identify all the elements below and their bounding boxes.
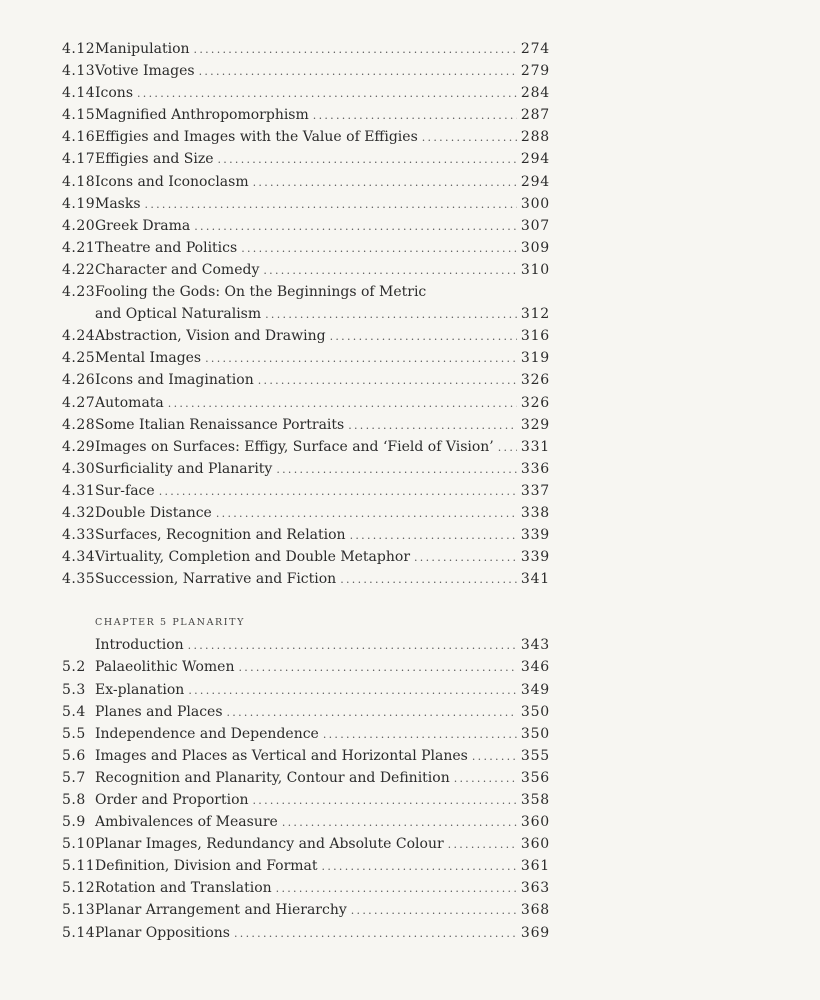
entry-title: Double Distance xyxy=(95,504,212,521)
entry-title: Images on Surfaces: Effigy, Surface and ‘Field of Vision’ xyxy=(95,438,494,455)
entry-page-number: 294 xyxy=(520,173,550,190)
entry-number: 5.5 xyxy=(62,725,86,742)
entry-title: Sur-face xyxy=(95,482,155,499)
entry-number: 5.8 xyxy=(62,792,86,808)
dot-leader xyxy=(239,657,517,679)
entry-title: Icons and Iconoclasm xyxy=(95,173,249,190)
entry-title: Votive Images xyxy=(95,63,195,80)
toc-entry xyxy=(62,60,550,82)
dot-leader xyxy=(265,304,517,326)
entry-number: 5.4 xyxy=(62,703,86,720)
toc-entry xyxy=(62,126,550,148)
entry-title: Fooling the Gods: On the Beginnings of Metric xyxy=(95,284,427,301)
entry-number: 4.30 xyxy=(62,460,96,477)
entry-title: Palaeolithic Women xyxy=(95,659,235,676)
entry-number: 4.20 xyxy=(62,217,96,234)
entry-number: 4.19 xyxy=(62,195,96,212)
toc-entry xyxy=(62,524,550,546)
entry-number: 4.22 xyxy=(62,261,96,278)
chapter-5-heading: CHAPTER 5 PLANARITY xyxy=(95,617,245,629)
toc-entry xyxy=(62,767,550,789)
dot-leader xyxy=(159,481,517,503)
entry-page-number: 360 xyxy=(520,814,550,831)
entry-number: 5.6 xyxy=(62,747,86,764)
entry-title: Definition, Division and Format xyxy=(95,858,318,875)
dot-leader xyxy=(313,105,517,127)
toc-entry xyxy=(62,148,550,170)
entry-title: Theatre and Politics xyxy=(95,239,238,256)
entry-number: 4.18 xyxy=(62,173,96,190)
toc-entry xyxy=(62,546,550,568)
entry-page-number: 307 xyxy=(520,217,550,234)
toc-entry xyxy=(62,82,550,104)
dot-leader xyxy=(263,260,517,282)
dot-leader xyxy=(227,702,517,724)
entry-number: 5.9 xyxy=(62,814,86,831)
entry-page-number: 339 xyxy=(520,549,550,566)
entry-number: 4.29 xyxy=(62,438,96,455)
toc-entry xyxy=(62,458,550,480)
toc-entry xyxy=(62,104,550,126)
entry-number: 4.13 xyxy=(62,63,96,80)
toc-entry xyxy=(62,369,550,391)
dot-leader xyxy=(422,127,517,149)
entry-title: Icons and Imagination xyxy=(95,372,254,389)
dot-leader xyxy=(276,878,517,900)
entry-page-number: 279 xyxy=(520,63,550,80)
entry-number: 4.28 xyxy=(62,416,96,433)
entry-page-number: 350 xyxy=(520,703,550,720)
dot-leader xyxy=(348,415,517,437)
entry-page-number: 350 xyxy=(520,725,550,742)
entry-page-number: 337 xyxy=(520,482,550,499)
entry-title: Rotation and Translation xyxy=(95,880,272,897)
dot-leader xyxy=(322,856,517,878)
dot-leader xyxy=(253,172,517,194)
entry-number: 4.35 xyxy=(62,571,96,588)
toc-entry xyxy=(62,259,550,281)
entry-title: Introduction xyxy=(95,637,184,654)
dot-leader xyxy=(188,635,517,657)
entry-page-number: 336 xyxy=(520,460,550,477)
dot-leader xyxy=(323,724,517,746)
section-4-entries xyxy=(62,38,550,590)
dot-leader xyxy=(330,326,517,348)
toc-entry xyxy=(62,877,550,899)
section-gap xyxy=(62,590,550,612)
entry-number: 5.7 xyxy=(62,769,86,786)
entry-number: 5.2 xyxy=(62,659,86,676)
dot-leader xyxy=(216,503,517,525)
entry-number: 4.34 xyxy=(62,549,96,566)
dot-leader xyxy=(282,812,517,834)
dot-leader xyxy=(472,746,517,768)
entry-page-number: 369 xyxy=(520,924,550,941)
toc-entry xyxy=(62,745,550,767)
toc-entry xyxy=(62,568,550,590)
toc-entry xyxy=(62,922,550,944)
dot-leader xyxy=(234,923,517,945)
entry-page-number: 343 xyxy=(520,637,550,654)
dot-leader xyxy=(205,348,517,370)
entry-title: Masks xyxy=(95,195,141,212)
entry-number: 4.16 xyxy=(62,129,96,146)
entry-page-number: 319 xyxy=(520,350,550,367)
dot-leader xyxy=(276,459,517,481)
toc-entry xyxy=(62,855,550,877)
entry-title: Effigies and Images with the Value of Effigies xyxy=(95,129,418,146)
entry-title: Automata xyxy=(95,394,164,411)
entry-title: Greek Drama xyxy=(95,217,191,234)
toc-entry xyxy=(62,789,550,811)
entry-title: Planes and Places xyxy=(95,703,223,720)
entry-page-number: 294 xyxy=(520,151,550,168)
entry-title: Succession, Narrative and Fiction xyxy=(95,571,337,588)
entry-title: Effigies and Size xyxy=(95,151,214,168)
entry-number: 4.12 xyxy=(62,41,96,57)
entry-page-number: 368 xyxy=(520,902,550,919)
table-of-contents xyxy=(62,38,550,944)
entry-page-number: 309 xyxy=(520,239,550,256)
entry-title: Independence and Dependence xyxy=(95,725,319,742)
entry-number: 5.14 xyxy=(62,924,96,941)
dot-leader xyxy=(188,680,517,702)
entry-number: 4.21 xyxy=(62,239,96,256)
entry-page-number: 358 xyxy=(520,792,550,808)
dot-leader xyxy=(253,790,517,812)
entry-title: Character and Comedy xyxy=(95,261,260,278)
dot-leader xyxy=(351,900,517,922)
entry-title: Surfaces, Recognition and Relation xyxy=(95,527,346,544)
toc-entry xyxy=(62,899,550,921)
entry-title: Some Italian Renaissance Portraits xyxy=(95,416,345,433)
dot-leader xyxy=(194,216,517,238)
entry-page-number: 349 xyxy=(520,681,550,698)
entry-number: 5.11 xyxy=(62,858,96,875)
dot-leader xyxy=(340,569,517,591)
entry-title: Icons xyxy=(95,85,134,102)
entry-title: Magnified Anthropomorphism xyxy=(95,107,309,124)
dot-leader xyxy=(258,370,517,392)
toc-entry xyxy=(62,414,550,436)
toc-entry xyxy=(62,237,550,259)
entry-number: 5.3 xyxy=(62,681,86,698)
toc-entry xyxy=(62,723,550,745)
entry-title: Recognition and Planarity, Contour and Definition xyxy=(95,769,450,786)
entry-page-number: 326 xyxy=(520,394,550,411)
entry-number: 5.10 xyxy=(62,836,96,853)
entry-page-number: 338 xyxy=(520,504,550,521)
toc-entry xyxy=(62,303,550,325)
entry-title: Virtuality, Completion and Double Metaphor xyxy=(95,549,411,566)
entry-title: and Optical Naturalism xyxy=(95,306,262,323)
entry-title: Order and Proportion xyxy=(95,792,249,808)
toc-entry xyxy=(62,701,550,723)
entry-title: Mental Images xyxy=(95,350,202,367)
entry-number: 4.26 xyxy=(62,372,96,389)
entry-title: Manipulation xyxy=(95,41,190,57)
entry-number: 4.27 xyxy=(62,394,96,411)
entry-number: 4.32 xyxy=(62,504,96,521)
toc-entry xyxy=(62,193,550,215)
dot-leader xyxy=(498,437,517,459)
entry-title: Abstraction, Vision and Drawing xyxy=(95,328,326,345)
entry-page-number: 326 xyxy=(520,372,550,389)
dot-leader xyxy=(218,149,517,171)
entry-number: 5.12 xyxy=(62,880,96,897)
toc-entry xyxy=(62,502,550,524)
entry-title: Surficiality and Planarity xyxy=(95,460,273,477)
toc-entry xyxy=(62,38,550,60)
toc-entry xyxy=(62,679,550,701)
entry-page-number: 329 xyxy=(520,416,550,433)
toc-entry xyxy=(62,811,550,833)
entry-page-number: 284 xyxy=(520,85,550,102)
entry-page-number: 360 xyxy=(520,836,550,853)
dot-leader xyxy=(448,834,517,856)
entry-title: Images and Places as Vertical and Horizontal Planes xyxy=(95,747,468,764)
entry-page-number: 356 xyxy=(520,769,550,786)
toc-entry xyxy=(62,215,550,237)
toc-entry xyxy=(62,347,550,369)
dot-leader xyxy=(241,238,517,260)
entry-page-number: 300 xyxy=(520,195,550,212)
entry-number: 4.33 xyxy=(62,527,96,544)
entry-title: Ex-planation xyxy=(95,681,185,698)
dot-leader xyxy=(137,83,517,105)
entry-page-number: 288 xyxy=(520,129,550,146)
toc-entry xyxy=(62,480,550,502)
entry-number: 4.31 xyxy=(62,482,96,499)
dot-leader xyxy=(145,194,517,216)
dot-leader xyxy=(454,768,517,790)
toc-entry xyxy=(62,171,550,193)
entry-page-number: 287 xyxy=(520,107,550,124)
entry-number: 5.13 xyxy=(62,902,96,919)
entry-page-number: 339 xyxy=(520,527,550,544)
toc-entry xyxy=(62,392,550,414)
entry-title: Ambivalences of Measure xyxy=(95,814,278,831)
toc-entry xyxy=(62,325,550,347)
entry-page-number: 355 xyxy=(520,747,550,764)
entry-number: 4.17 xyxy=(62,151,96,168)
chapter-5-entries xyxy=(62,634,550,943)
toc-entry xyxy=(62,833,550,855)
entry-title: Planar Arrangement and Hierarchy xyxy=(95,902,347,919)
dot-leader xyxy=(168,393,517,415)
entry-title: Planar Oppositions xyxy=(95,924,230,941)
entry-page-number: 310 xyxy=(520,261,550,278)
toc-entry xyxy=(62,634,550,656)
dot-leader xyxy=(414,547,517,569)
entry-page-number: 363 xyxy=(520,880,550,897)
toc-entry xyxy=(62,656,550,678)
dot-leader xyxy=(199,61,517,83)
entry-page-number: 331 xyxy=(520,438,550,455)
entry-page-number: 312 xyxy=(520,306,550,323)
entry-number: 4.25 xyxy=(62,350,96,367)
toc-entry xyxy=(62,281,550,303)
entry-page-number: 361 xyxy=(520,858,550,875)
entry-number: 4.23 xyxy=(62,284,96,301)
toc-entry xyxy=(62,436,550,458)
entry-number: 4.14 xyxy=(62,85,96,102)
entry-number: 4.15 xyxy=(62,107,96,124)
entry-page-number: 274 xyxy=(520,41,550,57)
dot-leader xyxy=(350,525,517,547)
entry-page-number: 316 xyxy=(520,328,550,345)
entry-page-number: 341 xyxy=(520,571,550,588)
entry-title: Planar Images, Redundancy and Absolute Colour xyxy=(95,836,444,853)
dot-leader xyxy=(194,39,517,61)
entry-number: 4.24 xyxy=(62,328,96,345)
entry-page-number: 346 xyxy=(520,659,550,676)
